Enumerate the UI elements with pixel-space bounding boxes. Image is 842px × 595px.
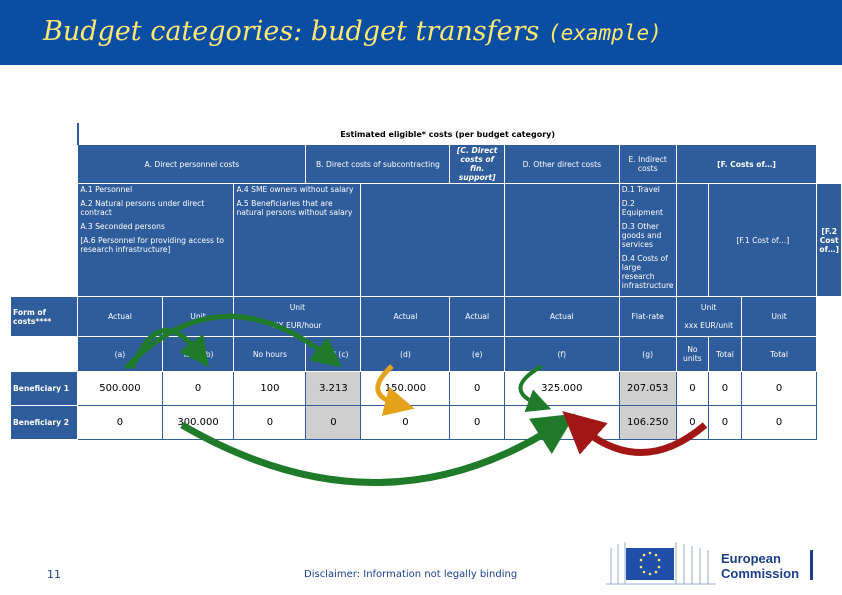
- form-a-unit: Unit: [162, 297, 234, 337]
- col-label: No units: [676, 337, 709, 372]
- subitem-f1: [F.1 Cost of…]: [709, 184, 817, 297]
- cell: 207.053: [619, 372, 676, 406]
- page-number: 11: [47, 568, 61, 581]
- green-arrow-d-to-d: [520, 366, 542, 405]
- cell: 0: [676, 406, 709, 440]
- cell: 150.000: [361, 372, 450, 406]
- green-arrow-long: [182, 425, 558, 483]
- cell: 0: [162, 372, 234, 406]
- col-label: Total (b): [162, 337, 234, 372]
- cell: 0: [741, 406, 817, 440]
- col-label: (e): [450, 337, 504, 372]
- col-label: Total: [741, 337, 817, 372]
- cell: 0: [234, 406, 306, 440]
- cell: 0: [741, 372, 817, 406]
- ec-name: European Commission: [721, 551, 800, 581]
- cell: 106.250: [619, 406, 676, 440]
- cell: 500.000: [78, 372, 162, 406]
- subitems-d: D.1 Travel D.2 Equipment D.3 Other goods and services D.4 Costs of large research infrastructure: [619, 184, 676, 297]
- col-label: No hours: [234, 337, 306, 372]
- cell: 125.000: [504, 406, 619, 440]
- col-label: Total: [709, 337, 742, 372]
- cell: 0: [709, 406, 742, 440]
- cell: 300.000: [162, 406, 234, 440]
- col-label: Total (c): [306, 337, 361, 372]
- subitem-f2: [F.2 Cost of…]: [817, 184, 842, 297]
- col-label: (f): [504, 337, 619, 372]
- form-d-actual: Actual: [504, 297, 619, 337]
- form-a45: Unit XX EUR/hour: [234, 297, 361, 337]
- row-name: Beneficiary 2: [11, 406, 78, 440]
- form-e-flat: Flat-rate: [619, 297, 676, 337]
- cell: 0: [361, 406, 450, 440]
- header-a: A. Direct personnel costs: [78, 145, 306, 184]
- subitems-a-right: A.4 SME owners without salary A.5 Beneficiaries that are natural persons without salary: [234, 184, 361, 297]
- table-caption: Estimated eligible* costs (per budget category): [78, 124, 817, 145]
- subitems-a-left: A.1 Personnel A.2 Natural persons under direct contract A.3 Seconded persons [A.6 Personnel for providing access to research infrastructure]: [78, 184, 234, 297]
- form-b-actual: Actual: [361, 297, 450, 337]
- col-label: (d): [361, 337, 450, 372]
- header-d: D. Other direct costs: [504, 145, 619, 184]
- form-f2-unit: Unit: [741, 297, 817, 337]
- form-of-costs-label: Form of costs****: [11, 297, 78, 337]
- row-name: Beneficiary 1: [11, 372, 78, 406]
- header-f: [F. Costs of…]: [676, 145, 817, 184]
- ec-logo: [606, 540, 826, 588]
- cell: 3.213: [306, 372, 361, 406]
- header-e: E. Indirect costs: [619, 145, 676, 184]
- green-arrow-a-to-c: [126, 316, 330, 368]
- red-arrow-e-to-d: [578, 425, 705, 453]
- form-f1: Unit xxx EUR/unit: [676, 297, 741, 337]
- cell: 100: [234, 372, 306, 406]
- yellow-arrow-b-to-b: [378, 366, 400, 405]
- commission-building-icon: [606, 540, 716, 586]
- header-b: B. Direct costs of subcontracting: [306, 145, 450, 184]
- cell: 0: [450, 372, 504, 406]
- form-a-actual: Actual: [78, 297, 162, 337]
- col-label: (g): [619, 337, 676, 372]
- header-c: [C. Direct costs of fin. support]: [450, 145, 504, 184]
- col-label: (a): [78, 337, 162, 372]
- disclaimer: Disclaimer: Information not legally binding: [304, 569, 518, 580]
- cell: 0: [306, 406, 361, 440]
- cell: 325.000: [504, 372, 619, 406]
- logo-divider: [810, 550, 813, 580]
- cell: 0: [450, 406, 504, 440]
- cell: 0: [78, 406, 162, 440]
- slide-title: Budget categories: budget transfers (example): [43, 16, 662, 47]
- cell: 0: [709, 372, 742, 406]
- form-c-actual: Actual: [450, 297, 504, 337]
- cell: 0: [676, 372, 709, 406]
